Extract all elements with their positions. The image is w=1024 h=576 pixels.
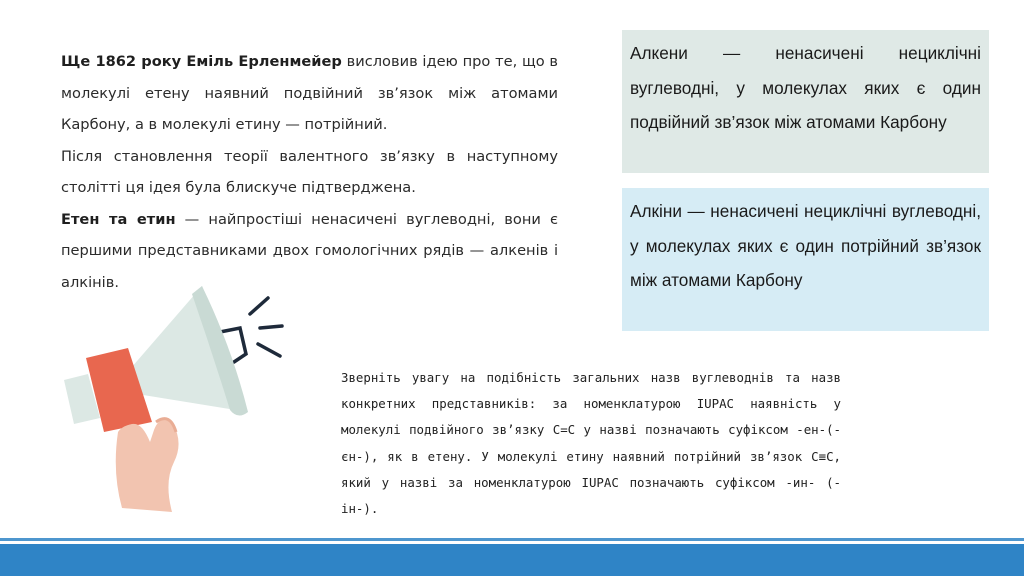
intro-paragraph-1	[61, 46, 558, 141]
iupac-note: Зверніть увагу на подібність загальних назв вуглеводнів та назв конкретних представників: за номенклатурою IUPAC наявність у молекулі подвійного зв’язку C=C у назві позначають суфіксом -ен-(-єн-), як в етену. У молекулі етину наявний потрійний зв’язок C≡C, який у назві за номенклатурою IUPAC позначають суфіксом -ин- (-ін-).	[341, 370, 841, 517]
intro-paragraph-3-rest: — найпростіші ненасичені вуглеводні, вони є першими представниками двох гомологічних рядів — алкенів і алкінів.	[61, 210, 558, 291]
alkynes-definition-text: Алкіни — ненасичені нециклічні вуглеводні, у молекулах яких є один потрійний зв’язок між атомами Карбону	[630, 201, 981, 290]
intro-highlight-ethene-ethyne: Етен та етин	[61, 210, 176, 228]
intro-highlight-erlenmeyer: Ще 1862 року Еміль Ерленмейер	[61, 53, 342, 70]
intro-text	[61, 46, 558, 298]
footer-bar	[0, 544, 1024, 576]
footer-divider	[0, 538, 1024, 541]
hand-icon	[116, 419, 179, 512]
megaphone-icon	[52, 282, 302, 522]
alkenes-definition-box	[622, 30, 989, 173]
alkynes-definition-box	[622, 188, 989, 331]
intro-paragraph-2: Після становлення теорії валентного зв’язку в наступному столітті ця ідея була блискуче підтверджена.	[61, 147, 558, 196]
intro-paragraph-1-rest: висловив ідею про те, що в молекулі етену наявний подвійний зв’язок між атомами Карбону, а в молекулі етину — потрійний.	[61, 53, 559, 133]
alkenes-definition-text: Алкени — ненасичені нециклічні вуглеводні, у молекулах яких є один подвійний зв’язок між атомами Карбону	[630, 43, 981, 132]
